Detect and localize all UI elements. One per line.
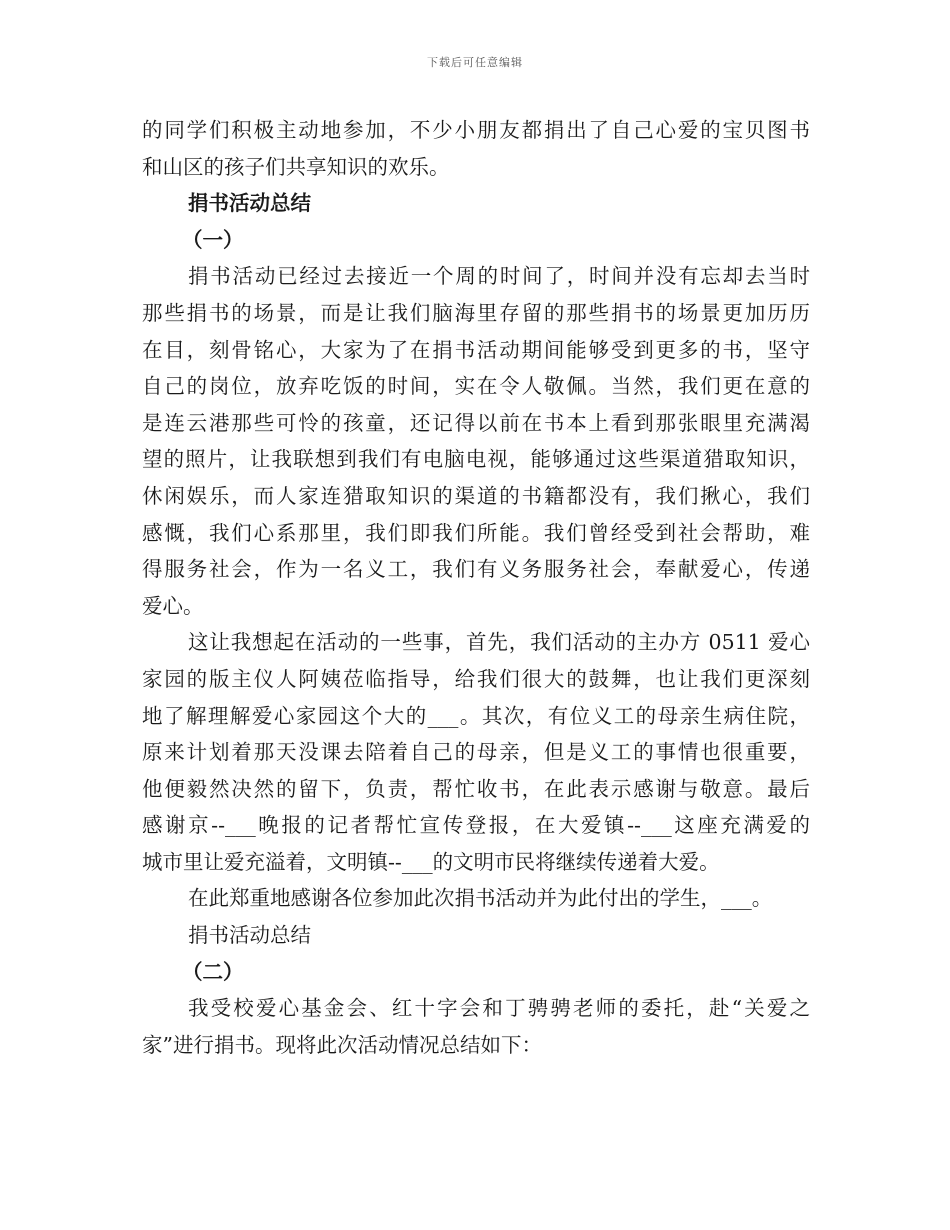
body-line: 感慨，我们心系那里，我们即我们所能。我们曾经受到社会帮助，难 [142, 520, 810, 545]
section-subheading: （二） [182, 959, 244, 984]
body-line: 是连云港那些可怜的孩童，还记得以前在书本上看到那张眼里充满渴 [142, 410, 810, 435]
paragraph-first-line: 在此郑重地感谢各位参加此次捐书活动并为此付出的学生，___。 [188, 886, 773, 911]
section-title-plain: 捐书活动总结 [188, 923, 311, 948]
body-line: 城市里让爱充溢着，文明镇--___的文明市民将继续传递着大爱。 [142, 849, 720, 874]
body-line: 那些捐书的场景，而是让我们脑海里存留的那些捐书的场景更加历历 [142, 300, 810, 325]
body-line: 望的照片，让我联想到我们有电脑电视，能够通过这些渠道猎取知识， [142, 447, 810, 472]
section-subheading: （一） [182, 227, 244, 252]
paragraph-first-line: 捐书活动已经过去接近一个周的时间了，时间并没有忘却去当时 [188, 264, 810, 289]
paragraph-first-line: 我受校爱心基金会、红十字会和丁骋骋老师的委托，赴“关爱之 [188, 996, 810, 1021]
body-line: 家园的版主仪人阿姨莅临指导，给我们很大的鼓舞，也让我们更深刻 [142, 666, 810, 691]
document-body [142, 112, 810, 1063]
body-line: 得服务社会，作为一名义工，我们有义务服务社会，奉献爱心，传递 [142, 557, 810, 582]
body-line: 和山区的孩子们共享知识的欢乐。 [142, 154, 450, 179]
body-line: 的同学们积极主动地参加，不少小朋友都捐出了自己心爱的宝贝图书 [142, 118, 810, 142]
body-line: 原来计划着那天没课去陪着自己的母亲，但是义工的事情也很重要， [142, 740, 810, 765]
page-header: 下载后可任意编辑 [427, 56, 523, 69]
body-line: 在目，刻骨铭心，大家为了在捐书活动期间能够受到更多的书，坚守 [142, 337, 810, 362]
body-line: 感谢京--___晚报的记者帮忙宣传登报，在大爱镇--___这座充满爱的 [142, 813, 810, 838]
body-line: 家”进行捐书。现将此次活动情况总结如下： [142, 1032, 542, 1057]
paragraph-first-line: 这让我想起在活动的一些事，首先，我们活动的主办方 0511 爱心 [188, 630, 810, 655]
body-line: 地了解理解爱心家园这个大的___。其次，有位义工的母亲生病住院， [142, 703, 810, 728]
body-line: 休闲娱乐，而人家连猎取知识的渠道的书籍都没有，我们揪心，我们 [142, 483, 810, 508]
section-heading: 捐书活动总结 [188, 191, 311, 216]
body-line: 自己的岗位，放弃吃饭的时间，实在令人敬佩。当然，我们更在意的 [142, 374, 810, 399]
body-line: 他便毅然决然的留下，负责，帮忙收书，在此表示感谢与敬意。最后 [142, 776, 810, 801]
body-line: 爱心。 [142, 593, 204, 618]
